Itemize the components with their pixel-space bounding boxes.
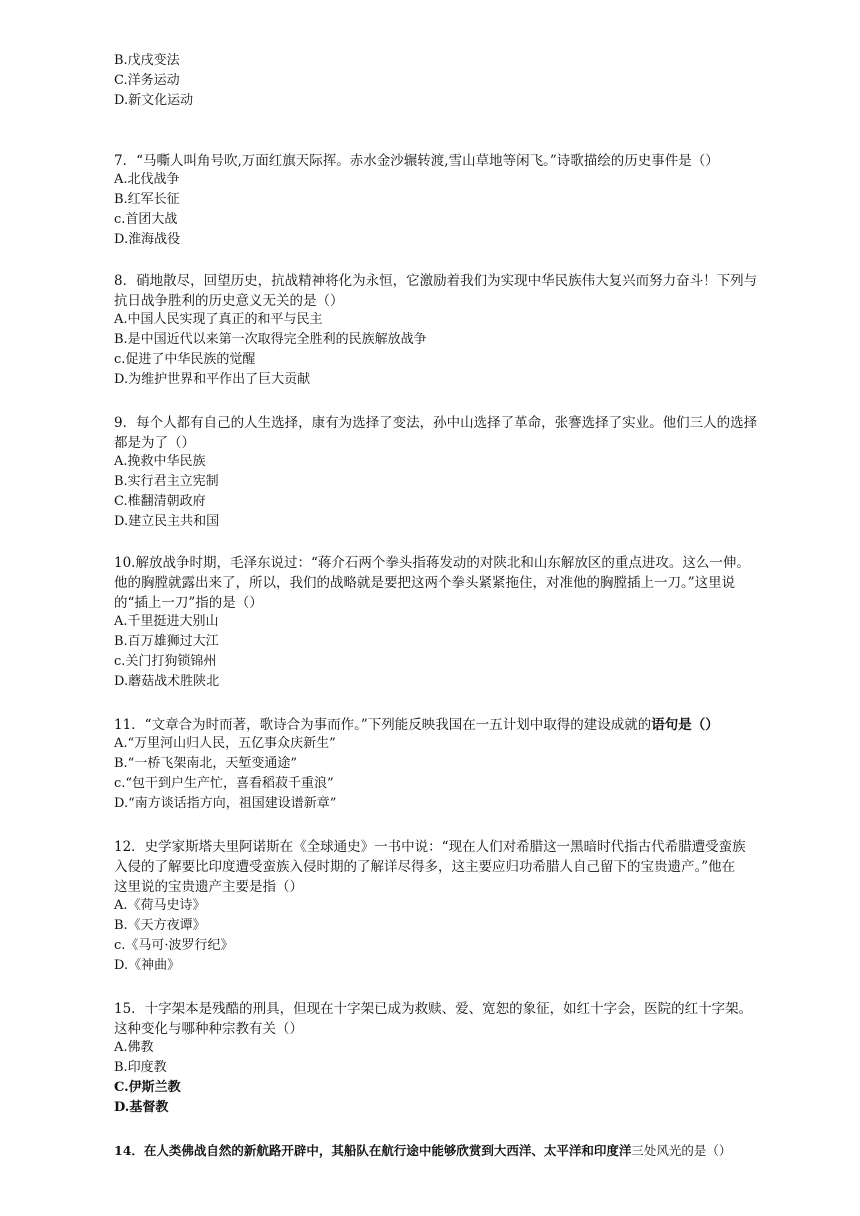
option-a: A.千里挺进大别山 (114, 614, 219, 629)
question-stem-line-3: 的“插上一刀”指的是（） (114, 595, 263, 611)
question-stem-text: 11．“文章合为时而著，歌诗合为事而作。”下列能反映我国在一五计划中取得的建设成就的 (114, 717, 652, 733)
question-stem (114, 714, 804, 734)
question-stem-line-1: 12．史学家斯塔夫里阿诺斯在《全球通史》一书中说：“现在人们对希腊这一黑暗时代指古代希腊遭受蛮族 (114, 839, 746, 855)
option-c: c.首团大战 (114, 212, 178, 227)
option-d: D.“南方谈话指方向，祖国建设谱新章” (114, 796, 337, 811)
option-a: A.“万里河山归人民，五亿事众庆新生” (114, 736, 336, 751)
option-b: B.印度教 (114, 1060, 167, 1075)
option-d: D.淮海战役 (114, 232, 181, 247)
option-c: C.伊斯兰教 (114, 1080, 181, 1095)
option-c: C.椎翻清朝政府 (114, 494, 206, 509)
question-stem-line-1: 15．十字架本是残酷的刑具，但现在十字架已成为救赎、爱、宽恕的象征，如红十字会，医院的红十字架。 (114, 1001, 753, 1017)
option-c: c.关门打狗锁锦州 (114, 654, 217, 669)
option-a: A.《荷马史诗》 (114, 898, 206, 913)
option-a: A.挽救中华民族 (114, 454, 206, 469)
question-12 (114, 836, 804, 976)
question-stem (114, 1140, 804, 1160)
option-c: c.促进了中华民族的觉醒 (114, 352, 256, 367)
option-c: c.“包干到户生产忙，喜看稻菽千重浪” (114, 776, 334, 791)
question-9 (114, 412, 804, 532)
option-b: B.“一桥飞架南北，天堑变通途” (114, 756, 297, 771)
question-stem-line-1: 9．每个人都有自己的人生选择，康有为选择了变法，孙中山选择了革命，张謇选择了实业。他们三人的选择 (114, 415, 758, 431)
option-a: A.佛教 (114, 1040, 154, 1055)
question-stem-line-2: 都是为了（） (114, 435, 195, 451)
question-10 (114, 552, 804, 692)
option-b: B.红军长征 (114, 192, 180, 207)
question-14 (114, 1140, 804, 1160)
option-a: A.北伐战争 (114, 172, 180, 187)
option-d: D.基督教 (114, 1100, 169, 1115)
question-7 (114, 150, 804, 250)
option-c: C.洋务运动 (114, 73, 180, 88)
question-stem-line-1: 8．硝地散尽，回望历史，抗战精神将化为永恒，它激励着我们为实现中华民族伟大复兴而努力奋斗！下列与 (114, 273, 758, 289)
question-stem: 7．“马嘶人叫角号吹,万面红旗天际挥。赤水金沙辗转渡,雪山草地等闲飞。”诗歌描绘的历史事件是（） (114, 153, 719, 169)
question-stem-line-2: 抗日战争胜利的历史意义无关的是（） (114, 293, 344, 309)
option-d: D.为维护世界和平作出了巨大贡献 (114, 372, 311, 387)
question-stem-line-1: 10.解放战争时期，毛泽东说过：“蒋介石两个拳头指蒋发动的对陕北和山东解放区的重点进攻。这么一伸。 (114, 555, 750, 571)
question-stem-bold: 14．在人类佛战自然的新航路开辟中，其船队在航行途中能够欣赏到大西洋、太平洋和印度洋 (114, 1143, 632, 1158)
option-b: B.实行君主立宪制 (114, 474, 219, 489)
question-stem-tail: 三处风光的是（） (631, 1143, 732, 1158)
option-c: c.《马可·波罗行纪》 (114, 938, 234, 953)
question-15 (114, 998, 804, 1118)
option-b: B.百万雄狮过大江 (114, 634, 219, 649)
option-a: A.中国人民实现了真正的和平与民主 (114, 312, 323, 327)
question-8 (114, 270, 804, 390)
option-d: D.新文化运动 (114, 93, 194, 108)
option-b: B.戊戌变法 (114, 53, 180, 68)
question-stem-bold-tail: 语句是（） (651, 717, 719, 733)
option-d: D.《神曲》 (114, 958, 181, 973)
question-stem-line-2: 这种变化与哪种种宗教有关（） (114, 1021, 303, 1037)
question-stem-line-3: 这里说的宝贵遗产主要是指（） (114, 879, 303, 895)
option-d: D.建立民主共和国 (114, 514, 220, 529)
question-6-options (114, 51, 804, 111)
option-b: B.是中国近代以来第一次取得完全胜利的民族解放战争 (114, 332, 427, 347)
question-stem-line-2: 他的胸膛就露出来了，所以，我们的战略就是要把这两个拳头紧紧拖住，对准他的胸膛插上一刀。”这里说 (114, 575, 736, 591)
question-stem-line-2: 入侵的了解要比印度遭受蛮族入侵时期的了解详尽得多，这主要应归功希腊人自己留下的宝贵遗产。”他在 (114, 859, 736, 875)
option-b: B.《天方夜谭》 (114, 918, 206, 933)
question-11 (114, 714, 804, 814)
option-d: D.蘑菇战术胜陕北 (114, 674, 220, 689)
